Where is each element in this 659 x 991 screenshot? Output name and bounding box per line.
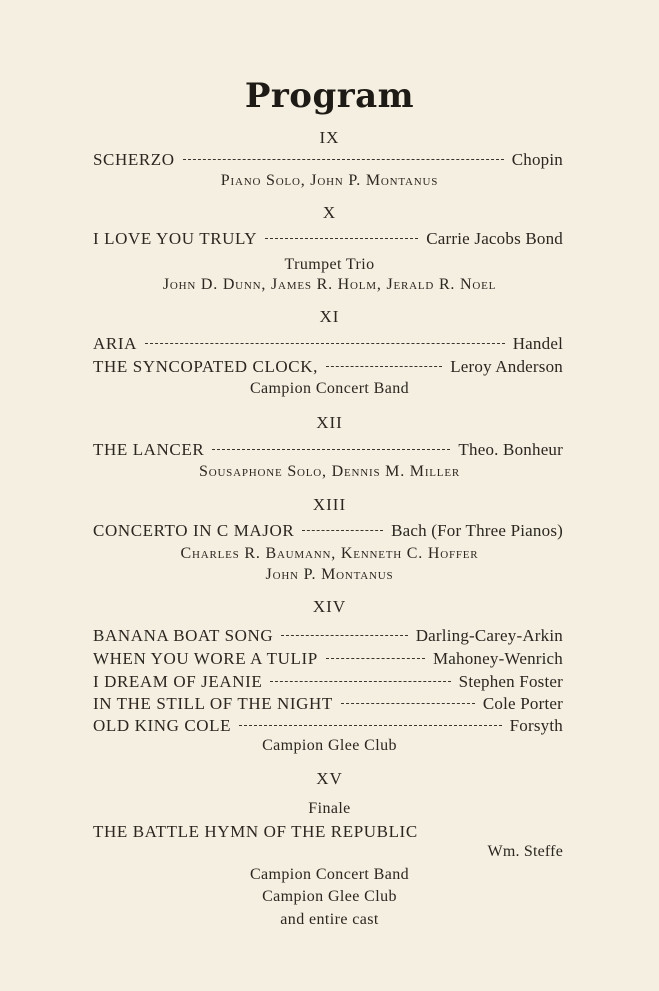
composer: Carrie Jacobs Bond bbox=[426, 229, 563, 248]
piece-title: WHEN YOU WORE A TULIP bbox=[93, 649, 318, 668]
piece-title: IN THE STILL OF THE NIGHT bbox=[93, 694, 333, 713]
page-title: Program bbox=[244, 76, 415, 116]
piece-title: CONCERTO IN C MAJOR bbox=[93, 521, 295, 540]
ensemble: Trumpet Trio bbox=[284, 256, 375, 273]
performer: Campion Glee Club bbox=[262, 737, 397, 754]
dot-leader bbox=[145, 343, 505, 344]
performers: John P. Montanus bbox=[265, 566, 394, 583]
dot-leader bbox=[265, 238, 418, 239]
composer: Forsyth bbox=[509, 716, 563, 735]
dot-leader bbox=[341, 703, 475, 704]
piece-title: ARIA bbox=[93, 334, 137, 353]
composer: Stephen Foster bbox=[458, 672, 563, 691]
program-item bbox=[93, 822, 563, 844]
composer: Cole Porter bbox=[482, 694, 563, 713]
dot-leader bbox=[302, 530, 383, 531]
piece-title: BANANA BOAT SONG bbox=[93, 626, 274, 645]
piece-title: I DREAM OF JEANIE bbox=[93, 672, 263, 691]
section-numeral: XV bbox=[316, 769, 343, 788]
section-numeral: X bbox=[322, 203, 337, 222]
performer: Sousaphone Solo, Dennis M. Miller bbox=[199, 463, 460, 480]
program-item bbox=[93, 521, 563, 543]
section-numeral: IX bbox=[319, 128, 340, 147]
program-item bbox=[93, 440, 563, 462]
composer: Bach (For Three Pianos) bbox=[391, 521, 563, 540]
composer: Darling-Carey-Arkin bbox=[415, 626, 563, 645]
piece-title: OLD KING COLE bbox=[93, 716, 232, 735]
program-item bbox=[93, 672, 563, 694]
dot-leader bbox=[183, 159, 504, 160]
program-item bbox=[93, 626, 563, 648]
section-numeral: XIII bbox=[312, 495, 347, 514]
program-item bbox=[93, 649, 563, 671]
program-item bbox=[93, 334, 563, 356]
program-item bbox=[93, 716, 563, 738]
section-subtitle: Finale bbox=[308, 800, 351, 817]
composer: Wm. Steffe bbox=[487, 843, 563, 860]
section-numeral: XIV bbox=[312, 597, 347, 616]
composer: Theo. Bonheur bbox=[458, 440, 563, 459]
program-item bbox=[93, 357, 563, 379]
piece-title: THE LANCER bbox=[93, 440, 205, 459]
piece-title: SCHERZO bbox=[93, 150, 175, 169]
dot-leader bbox=[326, 366, 442, 367]
program-item bbox=[93, 150, 563, 172]
performer: Campion Concert Band bbox=[249, 866, 410, 883]
performers: John D. Dunn, James R. Holm, Jerald R. Noel bbox=[162, 276, 497, 293]
dot-leader bbox=[281, 635, 407, 636]
performer: and entire cast bbox=[280, 911, 379, 928]
dot-leader bbox=[212, 449, 450, 450]
program-item bbox=[93, 694, 563, 716]
performer: Piano Solo, John P. Montanus bbox=[220, 172, 439, 189]
piece-title: I LOVE YOU TRULY bbox=[93, 229, 258, 248]
section-numeral: XI bbox=[319, 307, 340, 326]
section-numeral: XII bbox=[316, 413, 343, 432]
dot-leader bbox=[326, 658, 425, 659]
composer: Chopin bbox=[511, 150, 563, 169]
performers: Charles R. Baumann, Kenneth C. Hoffer bbox=[180, 545, 479, 562]
dot-leader bbox=[270, 681, 450, 682]
piece-title: THE BATTLE HYMN OF THE REPUBLIC bbox=[93, 822, 418, 841]
dot-leader bbox=[239, 725, 502, 726]
performer: Campion Concert Band bbox=[249, 380, 410, 397]
composer: Leroy Anderson bbox=[450, 357, 563, 376]
performer: Campion Glee Club bbox=[262, 888, 397, 905]
composer: Mahoney-Wenrich bbox=[432, 649, 563, 668]
piece-title: THE SYNCOPATED CLOCK, bbox=[93, 357, 318, 376]
program-item bbox=[93, 229, 563, 251]
composer: Handel bbox=[512, 334, 563, 353]
